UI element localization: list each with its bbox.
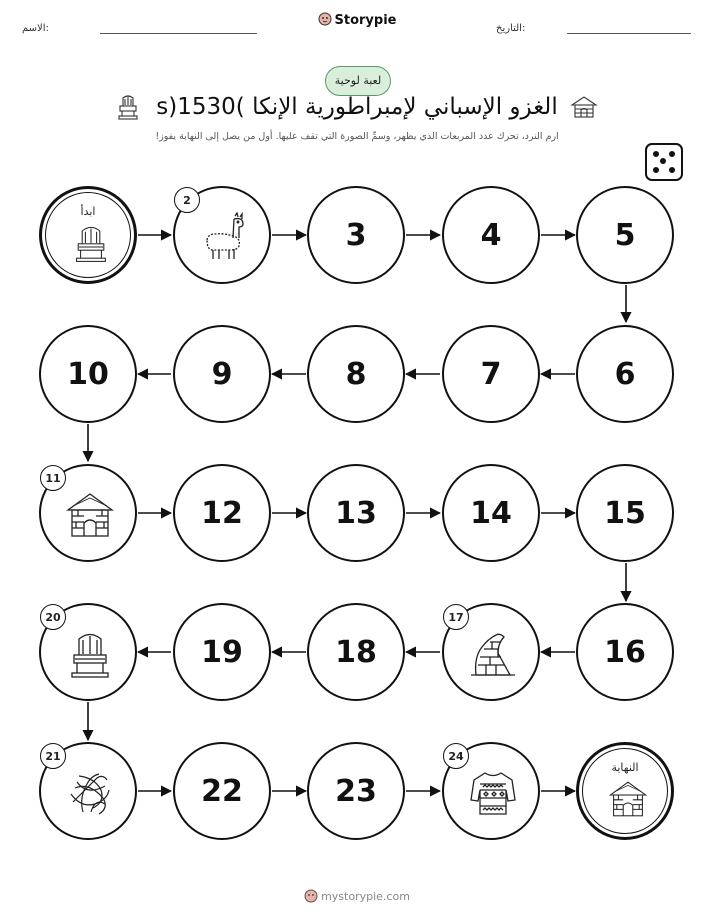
space-number: 15 — [604, 495, 646, 531]
board-space-21 — [39, 742, 137, 840]
instructions: ارم النرد، تحرك عدد المربعات الذي يظهر، وسمِّ الصورة التي تقف عليها. أول من يصل إلى النهاية يفوز! — [155, 131, 559, 142]
space-number: 23 — [335, 773, 377, 809]
game-type-badge: لعبة لوحية — [325, 66, 391, 96]
board-space-11 — [39, 464, 137, 562]
space-number: 5 — [614, 217, 636, 253]
footer — [0, 889, 714, 906]
space-number: 8 — [345, 356, 367, 392]
brand-name: Storypie — [334, 13, 397, 28]
board-space-13 — [307, 464, 405, 562]
page-title: الغزو الإسباني لإمبراطورية الإنكا )1530(s — [156, 94, 558, 120]
space-number: 16 — [604, 634, 646, 670]
board-space-8 — [307, 325, 405, 423]
start-space — [39, 186, 137, 284]
space-label: النهاية — [611, 761, 639, 774]
board-space-15 — [576, 464, 674, 562]
space-number: 24 — [443, 743, 469, 769]
space-number: 21 — [40, 743, 66, 769]
house-icon — [608, 779, 648, 819]
finish-space — [576, 742, 674, 840]
space-number: 13 — [335, 495, 377, 531]
board-space-7 — [442, 325, 540, 423]
space-number: 3 — [345, 217, 367, 253]
space-number: 10 — [67, 356, 109, 392]
space-number: 17 — [443, 604, 469, 630]
space-number: 20 — [40, 604, 66, 630]
date-label: التاريخ: — [496, 23, 526, 34]
throne-icon — [71, 223, 111, 263]
board-space-3 — [307, 186, 405, 284]
space-number: 7 — [480, 356, 502, 392]
space-number: 6 — [614, 356, 636, 392]
space-number: 18 — [335, 634, 377, 670]
space-number: 14 — [470, 495, 512, 531]
board-space-9 — [173, 325, 271, 423]
space-number: 12 — [201, 495, 243, 531]
llama-icon — [199, 212, 249, 262]
space-number: 9 — [211, 356, 233, 392]
house-icon — [65, 490, 115, 540]
throne-icon — [65, 629, 115, 679]
board-space-10 — [39, 325, 137, 423]
space-label: ابدأ — [80, 205, 96, 218]
board-space-5 — [576, 186, 674, 284]
board-space-17 — [442, 603, 540, 701]
space-number: 22 — [201, 773, 243, 809]
board-space-19 — [173, 603, 271, 701]
footer-url: mystorypie.com — [321, 890, 410, 903]
name-label: الاسم: — [22, 23, 49, 34]
space-number: 11 — [40, 465, 66, 491]
board-space-14 — [442, 464, 540, 562]
sweater-icon — [468, 768, 518, 818]
board-space-2 — [173, 186, 271, 284]
board-space-6 — [576, 325, 674, 423]
board-space-18 — [307, 603, 405, 701]
board-space-16 — [576, 603, 674, 701]
board-space-20 — [39, 603, 137, 701]
storypie-mascot-icon — [304, 889, 318, 906]
board-space-24 — [442, 742, 540, 840]
space-number: 4 — [480, 217, 502, 253]
yarn-icon — [65, 768, 115, 818]
board-space-22 — [173, 742, 271, 840]
space-number: 19 — [201, 634, 243, 670]
board-space-4 — [442, 186, 540, 284]
stone-wall-icon — [468, 629, 518, 679]
board-space-23 — [307, 742, 405, 840]
board-space-12 — [173, 464, 271, 562]
space-number: 2 — [174, 187, 200, 213]
